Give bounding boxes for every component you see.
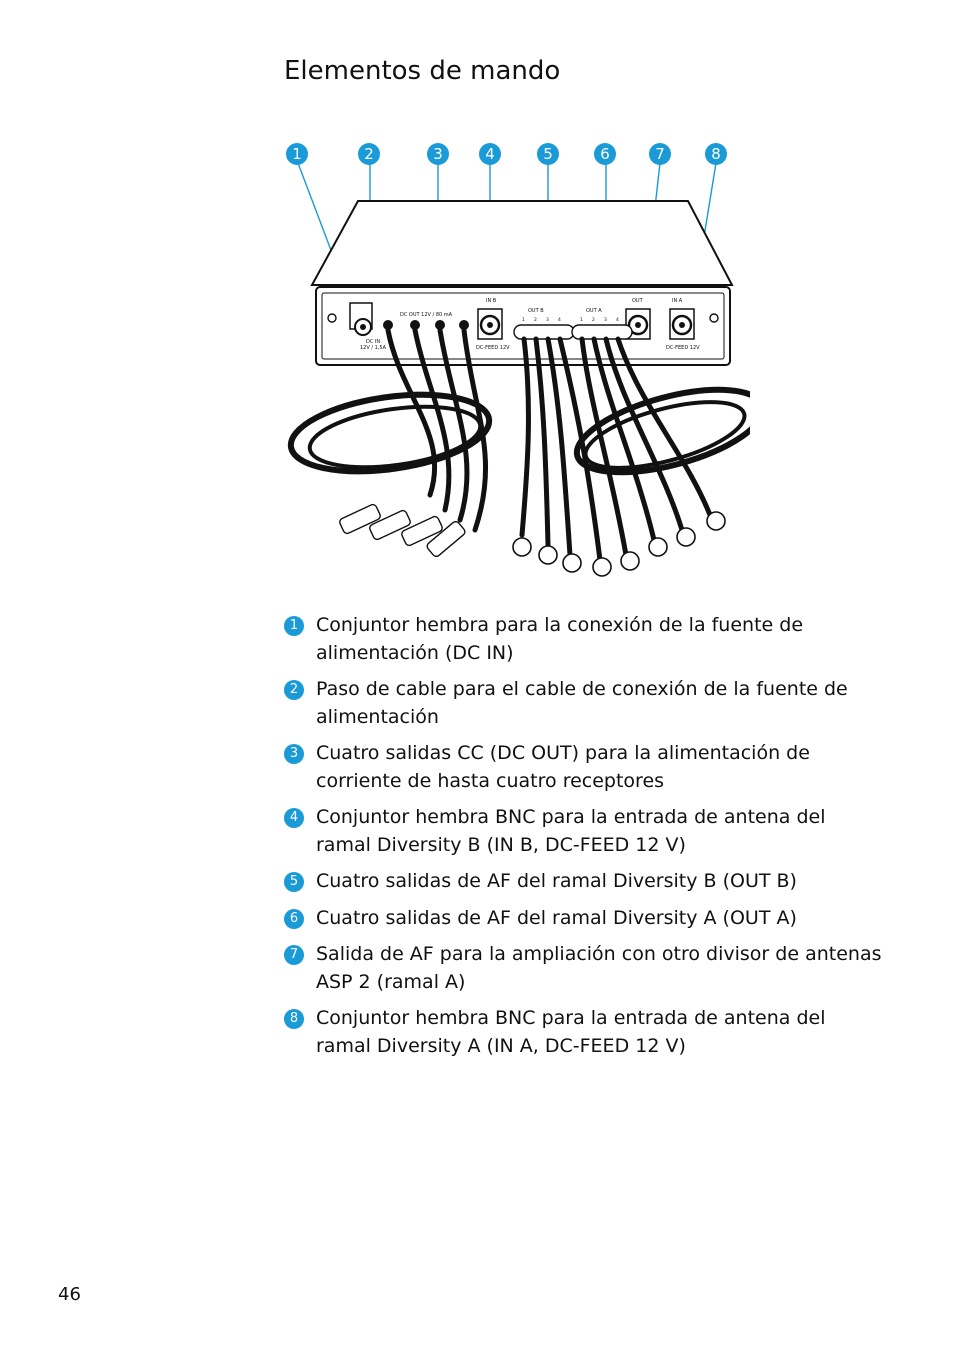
legend-text: Conjuntor hembra para la conexión de la fuente de alimentación (DC IN) [316, 614, 804, 664]
legend-item [284, 941, 884, 996]
label-dc-in-rating: 12V / 1,5A [360, 345, 387, 351]
port-number-label: 1 [580, 318, 583, 323]
label-in-b: IN B [486, 298, 497, 304]
label-dc-out: DC OUT 12V / 80 mA [400, 312, 453, 318]
legend-item [284, 740, 884, 795]
legend-text: Conjuntor hembra BNC para la entrada de antena del ramal Diversity A (IN A, DC-FEED 12 V) [316, 1007, 826, 1057]
page-number: 46 [58, 1284, 81, 1305]
legend-text: Paso de cable para el cable de conexión de la fuente de alimentación [316, 678, 848, 728]
legend-text: Cuatro salidas de AF del ramal Diversity A (OUT A) [316, 906, 797, 929]
legend-text: Cuatro salidas CC (DC OUT) para la alimentación de corriente de hasta cuatro receptores [316, 742, 810, 792]
port-number-label: 4 [616, 318, 619, 323]
callout-2: 2 [358, 143, 380, 165]
legend-number: 8 [284, 1009, 304, 1029]
callout-6: 6 [594, 143, 616, 165]
legend-item [284, 804, 884, 859]
port-number-label: 2 [534, 318, 537, 323]
port-number-label: 3 [604, 318, 607, 323]
callout-1: 1 [286, 143, 308, 165]
label-out-a: OUT A [586, 308, 602, 314]
callout-4: 4 [479, 143, 501, 165]
antenna-splitter-drawing [270, 135, 750, 585]
port-number-label: 1 [522, 318, 525, 323]
legend-item [284, 868, 884, 896]
port-number-label: 3 [546, 318, 549, 323]
legend-number: 7 [284, 945, 304, 965]
label-out-b: OUT B [528, 308, 544, 314]
callout-3: 3 [427, 143, 449, 165]
label-dc-feed-a: DC-FEED 12V [666, 345, 700, 351]
legend-number: 4 [284, 808, 304, 828]
callout-7: 7 [649, 143, 671, 165]
controls-legend [284, 612, 884, 1069]
label-dc-feed-b: DC-FEED 12V [476, 345, 510, 351]
legend-item [284, 612, 884, 667]
rf-cables [513, 339, 750, 576]
label-in-a: IN A [672, 298, 683, 304]
legend-number: 1 [284, 616, 304, 636]
label-dc-in: DC IN [366, 339, 381, 345]
legend-item [284, 905, 884, 933]
legend-number: 3 [284, 744, 304, 764]
legend-item [284, 1005, 884, 1060]
device-illustration [270, 135, 750, 585]
legend-number: 6 [284, 909, 304, 929]
legend-text: Conjuntor hembra BNC para la entrada de antena del ramal Diversity B (IN B, DC-FEED 12 V) [316, 806, 826, 856]
page-title: Elementos de mando [284, 56, 561, 86]
legend-item [284, 676, 884, 731]
port-number-label: 2 [592, 318, 595, 323]
callout-5: 5 [537, 143, 559, 165]
legend-number: 5 [284, 872, 304, 892]
legend-text: Cuatro salidas de AF del ramal Diversity B (OUT B) [316, 870, 797, 892]
callout-8: 8 [705, 143, 727, 165]
label-out: OUT [632, 298, 643, 304]
port-number-label: 4 [558, 318, 561, 323]
legend-text: Salida de AF para la ampliación con otro divisor de antenas ASP 2 (ramal A) [316, 943, 882, 993]
legend-number: 2 [284, 680, 304, 700]
